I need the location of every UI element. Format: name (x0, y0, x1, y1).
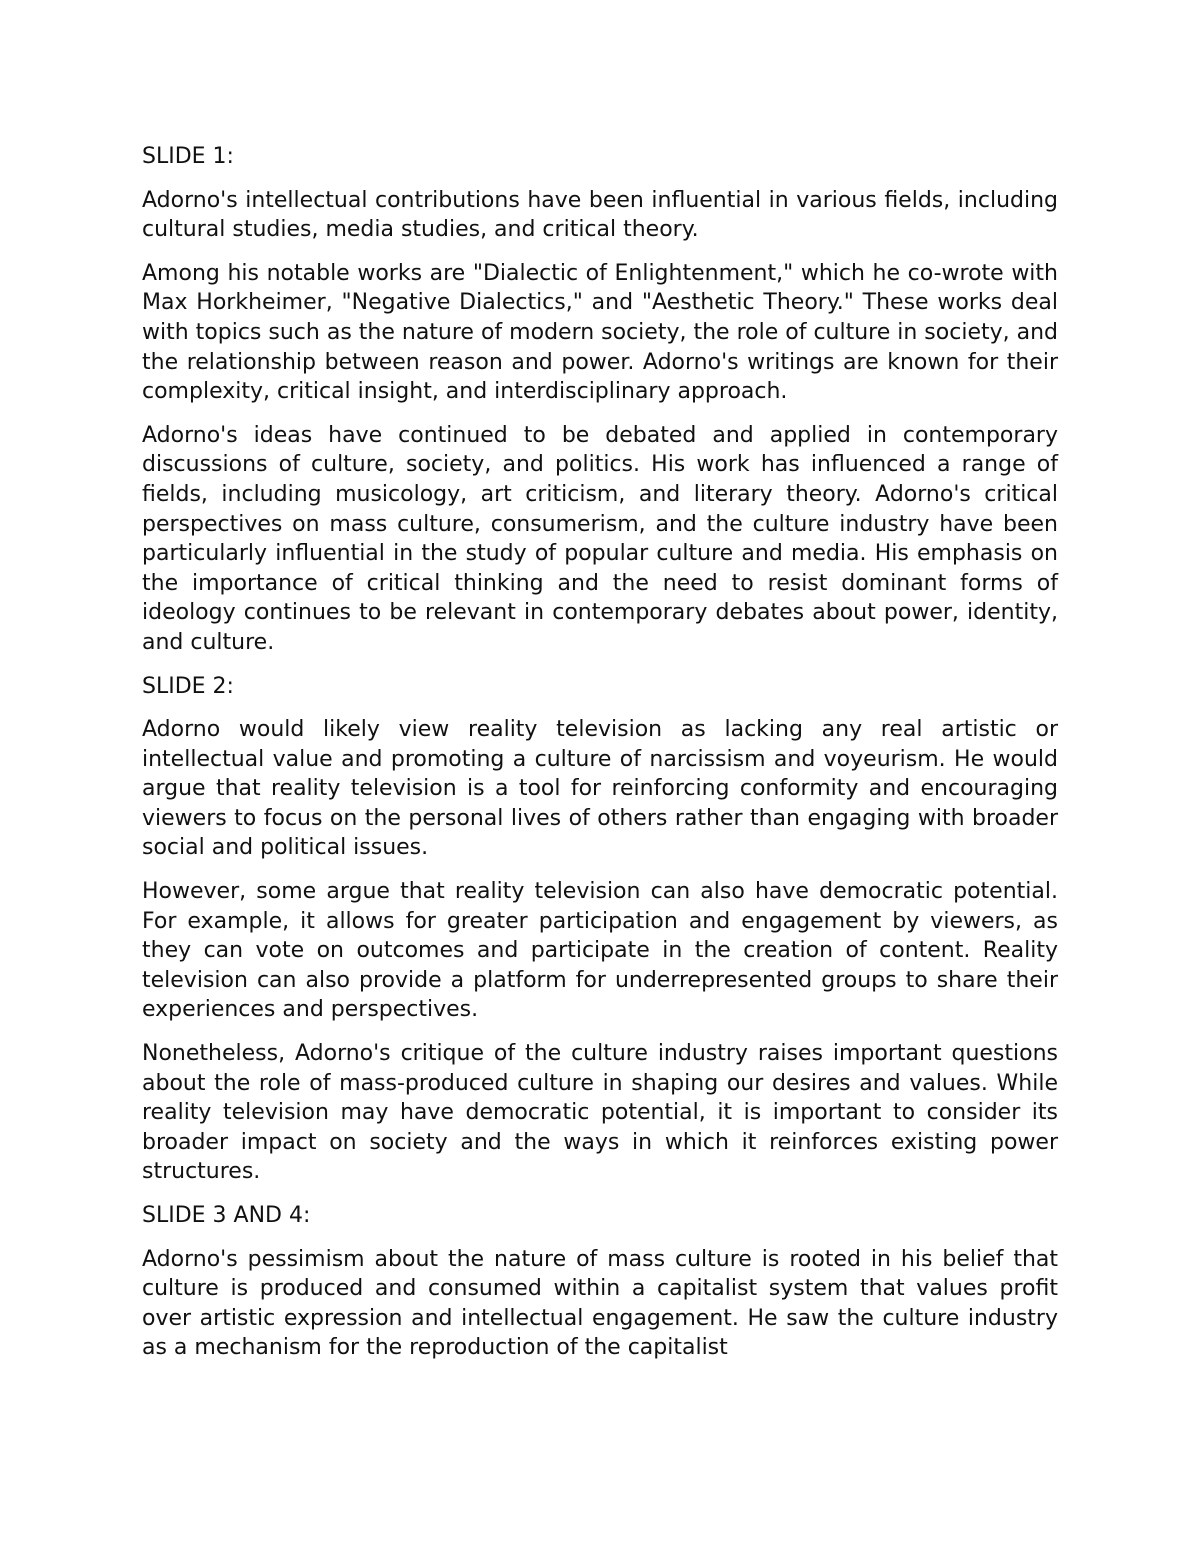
slide-1-paragraph-2: Among his notable works are "Dialectic of Enlightenment," which he co-wrote with Max Horkheimer, "Negative Dialectics," and "Aesthetic Theory." These works deal with topics such as the nature of modern society, the role of culture in society, and the relationship between reason and power. Adorno's writings are known for their complexity, critical insight, and interdisciplinary approach. (142, 260, 1058, 405)
slide-3-4-heading: SLIDE 3 AND 4: (142, 1203, 311, 1228)
slide-2-paragraph-2: However, some argue that reality television can also have democratic potential. For example, it allows for greater participation and engagement by viewers, as they can vote on outcomes and participate in the creation of content. Reality television can also provide a platform for underrepresented groups to share their experiences and perspectives. (142, 879, 1058, 1023)
slide-1-paragraph-1: Adorno's intellectual contributions have been influential in various fields, including cultural studies, media studies, and critical theory. (142, 187, 1058, 243)
slide-2-paragraph-3: Nonetheless, Adorno's critique of the culture industry raises important questions about the role of mass-produced culture in shaping our desires and values. While reality television may have democratic potential, it is important to consider its broader impact on society and the ways in which it reinforces existing power structures. (142, 1041, 1058, 1185)
slide-3-4-paragraph-1: Adorno's pessimism about the nature of mass culture is rooted in his belief that culture is produced and consumed within a capitalist system that values profit over artistic expression and intellectual engagement. He saw the culture industry as a mechanism for the reproduction of the capitalist (142, 1246, 1058, 1361)
slide-2-heading: SLIDE 2: (142, 673, 234, 699)
slide-1-heading: SLIDE 1: (142, 144, 234, 169)
slide-1-paragraph-3: Adorno's ideas have continued to be debated and applied in contemporary discussions of culture, society, and politics. His work has influenced a range of fields, including musicology, art criticism, and literary theory. Adorno's critical perspectives on mass culture, consumerism, and the culture industry have been particularly influential in the study of popular culture and media. His emphasis on the importance of critical thinking and the need to resist dominant forms of ideology continues to be relevant in contemporary debates about power, identity, and culture. (142, 422, 1058, 655)
document-page (142, 142, 1058, 1377)
slide-2-paragraph-1: Adorno would likely view reality television as lacking any real artistic or intellectual value and promoting a culture of narcissism and voyeurism. He would argue that reality television is a tool for reinforcing conformity and encouraging viewers to focus on the personal lives of others rather than engaging with broader social and political issues. (142, 717, 1058, 861)
